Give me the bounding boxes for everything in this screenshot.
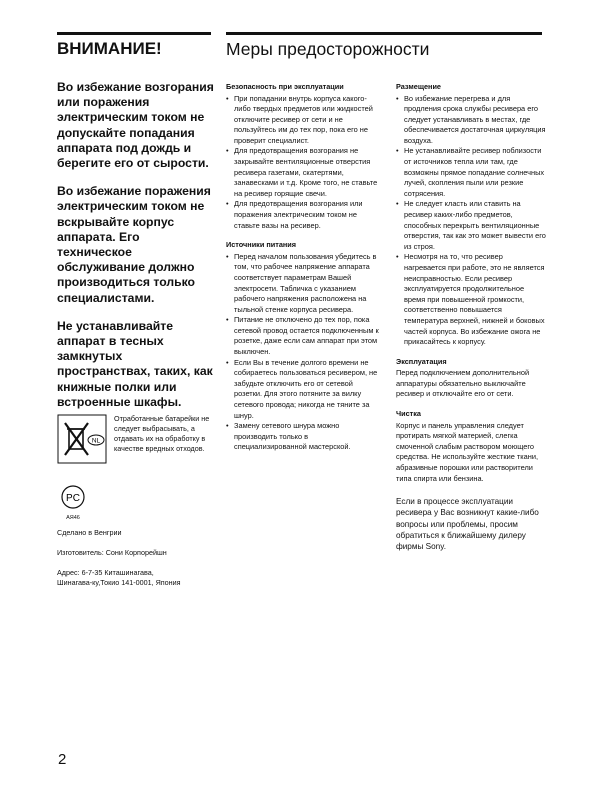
warning-enclosed-space: Не устанавливайте аппарат в тесных замкнутых пространствах, таких, как книжные полки или встроенные шкафы. [57,318,213,409]
svg-text:PC: PC [66,493,80,504]
cleaning-text: Корпус и панель управления следует протирать мягкой материей, слегка смоченной слабым раствором моющего средства. Не используйте жесткие ткани, абразивные порошки или растворители типа спирта или бензина. [396,420,539,483]
address-line-1: Адрес: 6-7-35 Киташинагава, [57,568,154,577]
power-list [226,252,379,453]
list-item: • Замену сетевого шнура можно производить только в специализированной мастерской. [226,421,379,453]
operation-text: Перед подключением дополнительной аппаратуры обязательно выключайте ресивер и отключайте его от сети. [396,368,530,399]
dealer-note: Если в процессе эксплуатации ресивера у Вас возникнут какие-либо вопросы или проблемы, просим обратиться к ближайшему дилеру фирмы Sony. [396,497,539,551]
list-item: • Не устанавливайте ресивер поблизости от источников тепла или там, где возможны прямое попадание солнечных лучей, скопления пыли или резкие сотрясения. [396,146,546,199]
safety-heading: Безопасность при эксплуатации [226,82,344,91]
list-item: • Перед началом пользования убедитесь в том, что рабочее напряжение аппарата соответствует параметрам Вашей электросети. Табличка с указанием рабочего напряжения расположена на тыльной стенке корпуса ресивера. [226,252,379,316]
precautions-title: Меры предосторожности [226,39,430,59]
placement-list [396,94,546,348]
list-item: • При попадании внутрь корпуса какого-либо твердых предметов или жидкостей отключите ресивер от сети и не пользуйтесь им до тех пор, пока его не проверит специалист. [226,94,379,147]
warnings-block [57,80,217,423]
battery-disposal-note: Отработанные батарейки не следует выбрасывать, а отдавать их на обработку в качестве вредных отходов. [114,414,210,453]
list-item: • Если Вы в течение долгого времени не собираетесь пользоваться ресивером, не забудьте отключить его от сетевой розетки. Для этого потяните за вилку сетевого провода; никогда не тяните за шнур. [226,358,379,422]
power-heading: Источники питания [226,240,297,250]
left-title-rule [57,32,211,35]
list-item: • Несмотря на то, что ресивер нагревается при работе, это не является неисправностью. Если ресивер эксплуатируется продолжительное время при повышенной громкости, соответственно повышается температура верхней, нижней и боковых частей корпуса. Во избежание ожога не прикасайтесь к корпусу. [396,252,546,347]
page-number: 2 [58,751,67,768]
middle-column [226,82,379,462]
list-item: • Для предотвращения возгорания не закрывайте вентиляционные отверстия ресивера газетами, скатертями, занавесками и т.д. Кроме того, не ставьте на ресивер горящие свечи. [226,146,379,199]
list-item: • Для предотвращения возгорания или поражения электрическим током не ставьте вазы на ресивер. [226,199,379,231]
list-item: • Во избежание перегрева и для продления срока службы ресивера его следует устанавливать в местах, где обеспечивается достаточная циркуляция воздуха. [396,94,546,147]
manufacturer-info [57,528,227,588]
safety-list [226,94,379,232]
made-in: Сделано в Венгрии [57,528,122,537]
crossed-bin-icon [57,414,107,464]
list-item: • Питание не отключено до тех пор, пока сетевой провод остается подключенным к розетке, даже если сам аппарат при этом выключен. [226,315,379,357]
warning-title: ВНИМАНИЕ! [57,39,162,58]
certification-mark [60,484,90,521]
cert-label: АЯ46 [66,515,80,521]
manufacturer: Изготовитель: Сони Корпорейшн [57,548,167,557]
list-item: • Не следует класть или ставить на ресивер каких-либо предметов, способных перекрыть вентиляционные отверстия, так как это может вывести его из строя. [396,199,546,252]
warning-moisture: Во избежание возгорания или поражения электрическим током не допускайте попадания аппарата под дождь и берегите его от сырости. [57,80,214,171]
operation-heading: Эксплуатация [396,356,447,366]
placement-heading: Размещение [396,82,441,91]
cleaning-heading: Чистка [396,409,421,419]
address-line-2: Шинагава-ку,Токио 141-0001, Япония [57,578,181,587]
warning-open-case: Во избежание поражения электрическим током не вскрывайте корпус аппарата. Его техническое обслуживание должно производиться только специалистами. [57,184,211,305]
nl-mark-text: NL [91,437,101,445]
gost-cert-icon [60,484,86,510]
right-column [396,82,546,552]
right-title-rule [226,32,542,35]
